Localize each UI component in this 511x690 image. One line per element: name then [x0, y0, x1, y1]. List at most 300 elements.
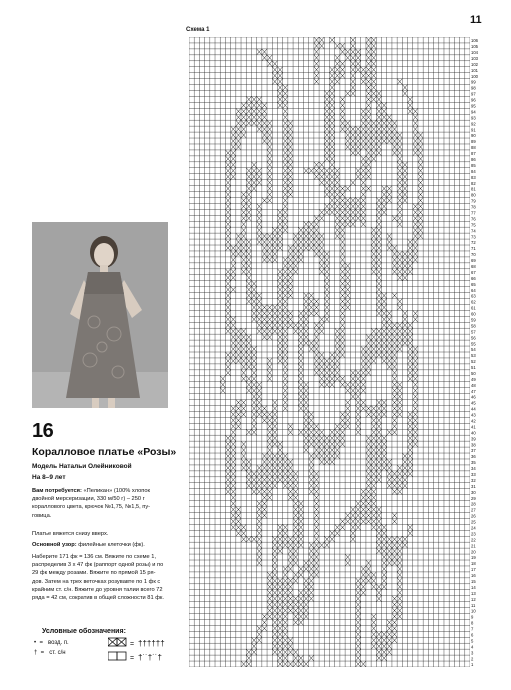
- filled-cell: [303, 221, 308, 227]
- filled-cell: [231, 495, 236, 501]
- filled-cell: [225, 316, 230, 322]
- filled-cell: [340, 275, 345, 281]
- filled-cell: [397, 471, 402, 477]
- filled-cell: [324, 281, 329, 287]
- filled-cell: [418, 203, 423, 209]
- filled-cell: [340, 429, 345, 435]
- filled-cell: [257, 637, 262, 643]
- model-author: Модель Натальи Олейниковой: [32, 463, 132, 470]
- filled-cell: [277, 96, 282, 102]
- row-label: 86: [471, 157, 476, 163]
- filled-cell: [387, 631, 392, 637]
- filled-cell: [251, 649, 256, 655]
- filled-cell: [340, 287, 345, 293]
- filled-cell: [335, 215, 340, 221]
- filled-cell: [257, 96, 262, 102]
- filled-cell: [418, 192, 423, 198]
- filled-cell: [392, 518, 397, 524]
- filled-cell: [303, 441, 308, 447]
- filled-cell: [350, 126, 355, 132]
- filled-cell: [293, 619, 298, 625]
- filled-cell: [283, 572, 288, 578]
- filled-cell: [413, 435, 418, 441]
- filled-cell: [361, 192, 366, 198]
- filled-cell: [298, 590, 303, 596]
- filled-cell: [288, 566, 293, 572]
- filled-cell: [361, 79, 366, 85]
- filled-cell: [241, 352, 246, 358]
- row-label: 105: [471, 44, 478, 50]
- filled-cell: [309, 554, 314, 560]
- filled-cell: [366, 370, 371, 376]
- filled-cell: [340, 263, 345, 269]
- row-label: 59: [471, 317, 476, 323]
- filled-cell: [236, 114, 241, 120]
- filled-cell: [371, 417, 376, 423]
- filled-cell: [413, 221, 418, 227]
- filled-cell: [241, 102, 246, 108]
- filled-cell: [246, 209, 251, 215]
- filled-cell: [324, 144, 329, 150]
- row-label: 79: [471, 198, 476, 204]
- row-label: 60: [471, 311, 476, 317]
- filled-cell: [231, 257, 236, 263]
- filled-cell: [277, 637, 282, 643]
- filled-cell: [288, 429, 293, 435]
- filled-cell: [397, 382, 402, 388]
- filled-cell: [330, 192, 335, 198]
- filled-cell: [277, 590, 282, 596]
- filled-cell: [397, 275, 402, 281]
- filled-cell: [340, 376, 345, 382]
- filled-cell: [246, 471, 251, 477]
- instruction-line: 29 фк между розами. Вяжите по прямой 15 ря-: [32, 570, 156, 577]
- filled-cell: [246, 352, 251, 358]
- filled-cell: [267, 614, 272, 620]
- filled-cell: [257, 542, 262, 548]
- filled-cell: [413, 310, 418, 316]
- filled-cell: [298, 334, 303, 340]
- filled-cell: [402, 197, 407, 203]
- filled-cell: [314, 507, 319, 513]
- filled-cell: [371, 346, 376, 352]
- filled-cell: [277, 287, 282, 293]
- row-label: 34: [471, 466, 476, 472]
- filled-cell: [402, 168, 407, 174]
- filled-cell: [283, 114, 288, 120]
- row-label: 20: [471, 549, 476, 555]
- filled-cell: [246, 120, 251, 126]
- filled-cell: [366, 435, 371, 441]
- filled-cell: [246, 364, 251, 370]
- filled-cell: [382, 637, 387, 643]
- filled-cell: [361, 590, 366, 596]
- filled-cell: [257, 168, 262, 174]
- filled-cell: [288, 138, 293, 144]
- filled-cell: [382, 114, 387, 120]
- filled-cell: [283, 227, 288, 233]
- filled-cell: [382, 293, 387, 299]
- filled-cell: [272, 619, 277, 625]
- filled-cell: [413, 441, 418, 447]
- filled-cell: [288, 423, 293, 429]
- filled-cell: [376, 417, 381, 423]
- filled-cell: [277, 102, 282, 108]
- filled-cell: [236, 245, 241, 251]
- filled-cell: [387, 358, 392, 364]
- filled-cell: [382, 334, 387, 340]
- filled-cell: [345, 126, 350, 132]
- filled-cell: [340, 441, 345, 447]
- filled-cell: [376, 352, 381, 358]
- filled-cell: [324, 536, 329, 542]
- filled-cell: [413, 394, 418, 400]
- filled-cell: [366, 114, 371, 120]
- filled-cell: [277, 215, 282, 221]
- filled-cell: [272, 239, 277, 245]
- row-label: 5: [471, 638, 474, 644]
- filled-cell: [376, 507, 381, 513]
- row-label: 28: [471, 501, 476, 507]
- model-age: На 8–9 лет: [32, 474, 66, 481]
- filled-cell: [277, 304, 282, 310]
- filled-cell: [335, 530, 340, 536]
- filled-cell: [335, 346, 340, 352]
- filled-cell: [387, 542, 392, 548]
- filled-cell: [277, 524, 282, 530]
- filled-cell: [246, 299, 251, 305]
- row-label: 21: [471, 543, 476, 549]
- filled-cell: [382, 411, 387, 417]
- filled-cell: [366, 471, 371, 477]
- filled-cell: [366, 352, 371, 358]
- filled-cell: [225, 328, 230, 334]
- filled-cell: [262, 310, 267, 316]
- filled-cell: [267, 328, 272, 334]
- filled-cell: [387, 637, 392, 643]
- filled-cell: [402, 471, 407, 477]
- filled-cell: [225, 453, 230, 459]
- filled-cell: [314, 239, 319, 245]
- filled-cell: [298, 245, 303, 251]
- filled-cell: [246, 203, 251, 209]
- filled-cell: [293, 614, 298, 620]
- filled-cell: [246, 293, 251, 299]
- filled-cell: [402, 465, 407, 471]
- filled-cell: [267, 364, 272, 370]
- filled-cell: [236, 507, 241, 513]
- filled-cell: [267, 602, 272, 608]
- filled-cell: [293, 507, 298, 513]
- filled-cell: [366, 150, 371, 156]
- filled-cell: [298, 394, 303, 400]
- filled-cell: [231, 269, 236, 275]
- filled-cell: [225, 203, 230, 209]
- filled-cell: [418, 233, 423, 239]
- filled-cell: [272, 328, 277, 334]
- filled-cell: [319, 453, 324, 459]
- filled-cell: [345, 144, 350, 150]
- filled-cell: [220, 388, 225, 394]
- row-label: 74: [471, 228, 476, 234]
- filled-cell: [231, 507, 236, 513]
- filled-cell: [314, 328, 319, 334]
- filled-cell: [225, 215, 230, 221]
- filled-cell: [309, 471, 314, 477]
- filled-cell: [397, 132, 402, 138]
- filled-cell: [251, 299, 256, 305]
- scheme-title: Схема 1: [186, 27, 210, 33]
- filled-cell: [361, 108, 366, 114]
- filled-cell: [225, 227, 230, 233]
- filled-cell: [345, 55, 350, 61]
- filled-cell: [397, 536, 402, 542]
- filled-cell: [298, 352, 303, 358]
- filled-cell: [382, 465, 387, 471]
- filled-cell: [408, 447, 413, 453]
- filled-cell: [241, 197, 246, 203]
- filled-cell: [340, 257, 345, 263]
- filled-cell: [371, 245, 376, 251]
- filled-cell: [298, 661, 303, 667]
- filled-cell: [330, 102, 335, 108]
- filled-cell: [418, 221, 423, 227]
- filled-cell: [277, 584, 282, 590]
- legend-empty-cell-b: [117, 652, 126, 660]
- filled-cell: [376, 144, 381, 150]
- filled-cell: [298, 542, 303, 548]
- filled-cell: [241, 459, 246, 465]
- filled-cell: [283, 542, 288, 548]
- filled-cell: [361, 376, 366, 382]
- filled-cell: [324, 138, 329, 144]
- filled-cell: [408, 239, 413, 245]
- row-label: 22: [471, 537, 476, 543]
- filled-cell: [418, 150, 423, 156]
- filled-cell: [397, 340, 402, 346]
- filled-cell: [241, 245, 246, 251]
- row-label: 90: [471, 133, 476, 139]
- filled-cell: [283, 637, 288, 643]
- filled-cell: [376, 209, 381, 215]
- filled-cell: [418, 215, 423, 221]
- filled-cell: [225, 322, 230, 328]
- filled-cell: [267, 156, 272, 162]
- filled-cell: [371, 263, 376, 269]
- filled-cell: [366, 55, 371, 61]
- filled-cell: [376, 340, 381, 346]
- filled-cell: [408, 108, 413, 114]
- filled-cell: [267, 423, 272, 429]
- filled-cell: [225, 221, 230, 227]
- filled-cell: [246, 197, 251, 203]
- filled-cell: [335, 328, 340, 334]
- filled-cell: [366, 85, 371, 91]
- filled-cell: [314, 471, 319, 477]
- filled-cell: [361, 180, 366, 186]
- filled-cell: [272, 227, 277, 233]
- filled-cell: [277, 608, 282, 614]
- filled-cell: [257, 221, 262, 227]
- filled-cell: [413, 120, 418, 126]
- filled-cell: [324, 453, 329, 459]
- filled-cell: [314, 37, 319, 43]
- filled-cell: [267, 126, 272, 132]
- filled-cell: [345, 518, 350, 524]
- filled-cell: [335, 441, 340, 447]
- row-label: 104: [471, 50, 478, 56]
- filled-cell: [376, 411, 381, 417]
- filled-cell: [413, 245, 418, 251]
- filled-cell: [319, 328, 324, 334]
- filled-cell: [324, 203, 329, 209]
- filled-cell: [262, 138, 267, 144]
- filled-cell: [335, 370, 340, 376]
- filled-cell: [408, 471, 413, 477]
- filled-cell: [397, 215, 402, 221]
- filled-cell: [257, 483, 262, 489]
- filled-cell: [376, 281, 381, 287]
- filled-cell: [371, 429, 376, 435]
- filled-cell: [371, 49, 376, 55]
- filled-cell: [319, 180, 324, 186]
- filled-cell: [371, 524, 376, 530]
- filled-cell: [246, 287, 251, 293]
- filled-cell: [251, 643, 256, 649]
- filled-cell: [272, 417, 277, 423]
- filled-cell: [267, 370, 272, 376]
- filled-cell: [376, 108, 381, 114]
- materials-line: двойной мерсеризации, 330 м/50 г) – 250 г: [32, 496, 145, 503]
- filled-cell: [283, 453, 288, 459]
- filled-cell: [231, 524, 236, 530]
- filled-cell: [361, 495, 366, 501]
- filled-cell: [335, 209, 340, 215]
- filled-cell: [272, 649, 277, 655]
- filled-cell: [262, 334, 267, 340]
- filled-cell: [262, 49, 267, 55]
- filled-cell: [397, 388, 402, 394]
- filled-cell: [251, 471, 256, 477]
- row-label: 92: [471, 121, 476, 127]
- filled-cell: [319, 263, 324, 269]
- filled-cell: [267, 417, 272, 423]
- filled-cell: [319, 441, 324, 447]
- filled-cell: [298, 596, 303, 602]
- filled-cell: [371, 453, 376, 459]
- filled-cell: [231, 512, 236, 518]
- filled-cell: [387, 483, 392, 489]
- filled-cell: [272, 441, 277, 447]
- filled-cell: [309, 346, 314, 352]
- filled-cell: [387, 186, 392, 192]
- filled-cell: [376, 346, 381, 352]
- filled-cell: [387, 126, 392, 132]
- filled-cell: [361, 197, 366, 203]
- filled-cell: [392, 144, 397, 150]
- filled-cell: [257, 102, 262, 108]
- filled-cell: [402, 483, 407, 489]
- filled-cell: [397, 578, 402, 584]
- filled-cell: [366, 477, 371, 483]
- filled-cell: [303, 435, 308, 441]
- filled-cell: [356, 144, 361, 150]
- filled-cell: [376, 649, 381, 655]
- filled-cell: [309, 304, 314, 310]
- filled-cell: [225, 197, 230, 203]
- filled-cell: [376, 530, 381, 536]
- filled-cell: [288, 186, 293, 192]
- filled-cell: [251, 352, 256, 358]
- filled-cell: [272, 536, 277, 542]
- filled-cell: [371, 631, 376, 637]
- filled-cell: [413, 352, 418, 358]
- filled-cell: [361, 566, 366, 572]
- filled-cell: [262, 126, 267, 132]
- filled-cell: [392, 370, 397, 376]
- filled-cell: [246, 477, 251, 483]
- filled-cell: [246, 245, 251, 251]
- filled-cell: [225, 358, 230, 364]
- filled-cell: [324, 310, 329, 316]
- filled-cell: [345, 405, 350, 411]
- filled-cell: [324, 316, 329, 322]
- filled-cell: [387, 352, 392, 358]
- filled-cell: [225, 150, 230, 156]
- filled-cell: [272, 483, 277, 489]
- filled-cell: [387, 114, 392, 120]
- filled-cell: [392, 120, 397, 126]
- filled-cell: [324, 257, 329, 263]
- filled-cell: [293, 251, 298, 257]
- filled-cell: [397, 263, 402, 269]
- filled-cell: [267, 358, 272, 364]
- filled-cell: [283, 162, 288, 168]
- filled-cell: [267, 233, 272, 239]
- filled-cell: [257, 215, 262, 221]
- filled-cell: [366, 156, 371, 162]
- filled-cell: [283, 608, 288, 614]
- filled-cell: [356, 602, 361, 608]
- row-label: 17: [471, 567, 476, 573]
- filled-cell: [350, 138, 355, 144]
- filled-cell: [418, 197, 423, 203]
- filled-cell: [283, 168, 288, 174]
- filled-cell: [366, 489, 371, 495]
- filled-cell: [371, 625, 376, 631]
- filled-cell: [392, 554, 397, 560]
- filled-cell: [303, 328, 308, 334]
- filled-cell: [397, 269, 402, 275]
- filled-cell: [303, 168, 308, 174]
- filled-cell: [262, 471, 267, 477]
- row-label: 69: [471, 258, 476, 264]
- filled-cell: [314, 245, 319, 251]
- filled-cell: [293, 245, 298, 251]
- filled-cell: [356, 417, 361, 423]
- filled-cell: [335, 61, 340, 67]
- filled-cell: [236, 524, 241, 530]
- filled-cell: [382, 643, 387, 649]
- filled-cell: [382, 310, 387, 316]
- row-label: 24: [471, 525, 476, 531]
- filled-cell: [236, 239, 241, 245]
- filled-cell: [345, 411, 350, 417]
- filled-cell: [356, 376, 361, 382]
- filled-cell: [356, 132, 361, 138]
- filled-cell: [293, 512, 298, 518]
- filled-cell: [293, 495, 298, 501]
